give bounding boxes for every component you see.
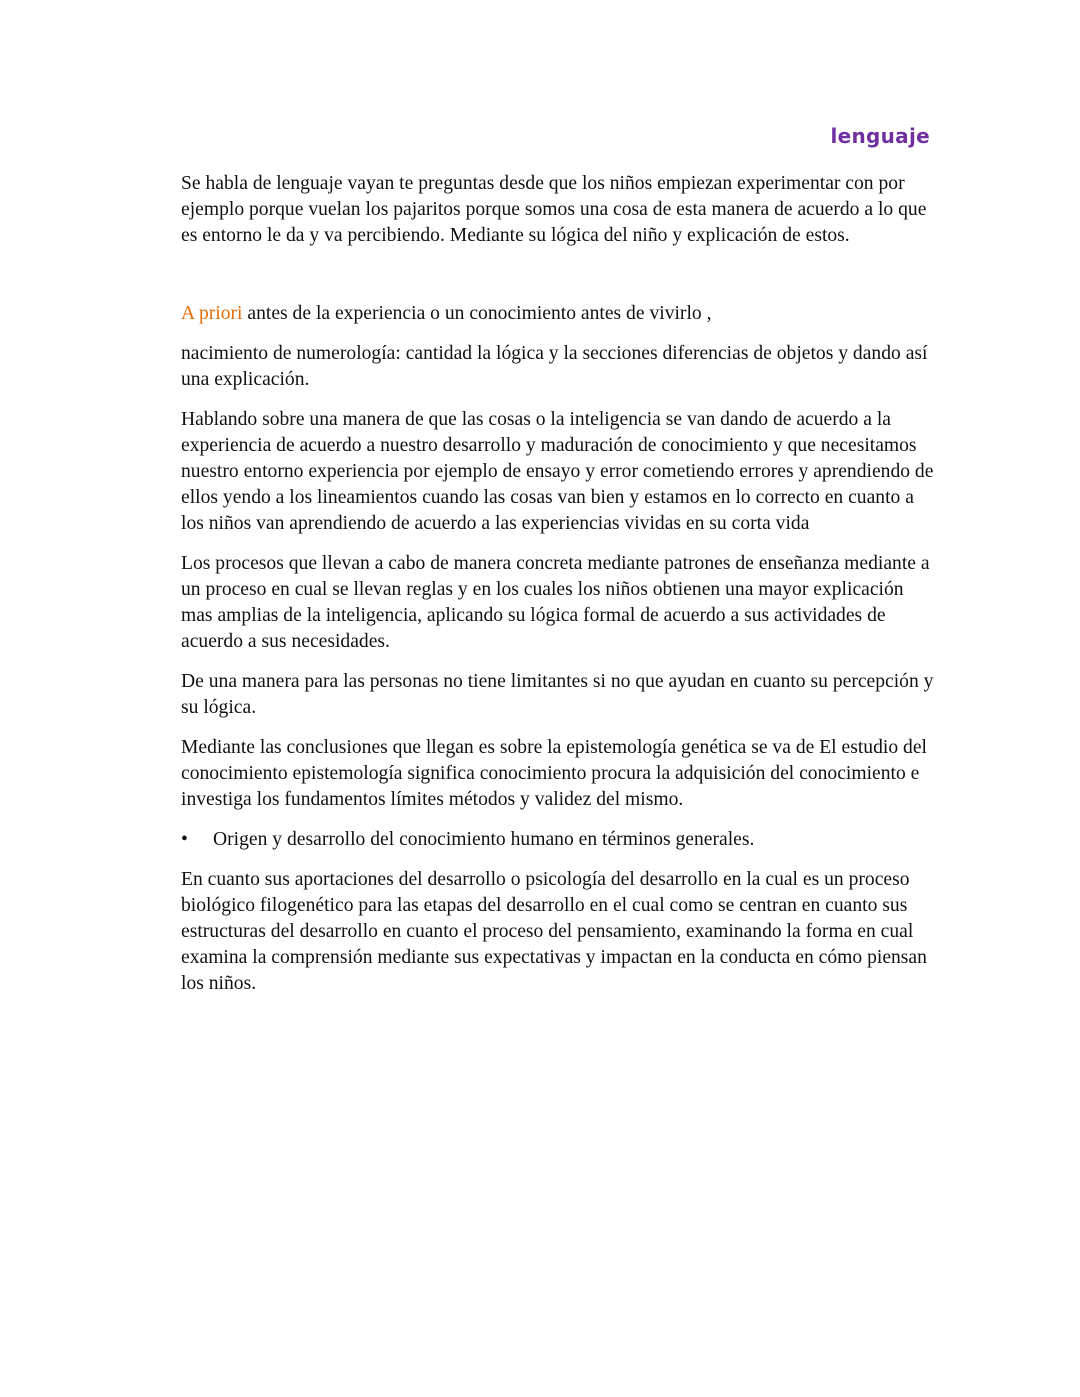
bullet-item (181, 827, 936, 853)
document-body (181, 171, 936, 1011)
a-priori-term: A priori (181, 303, 243, 324)
numerology-paragraph: nacimiento de numerología: cantidad la lógica y la secciones diferencias de objetos y dando así una explicación. (181, 343, 928, 390)
bullet-icon: • (181, 829, 188, 850)
bullet-text: Origen y desarrollo del conocimiento humano en términos generales. (213, 829, 755, 850)
a-priori-paragraph (181, 301, 936, 327)
processes-paragraph: Los procesos que llevan a cabo de manera concreta mediante patrones de enseñanza mediante a un proceso en cual se llevan reglas y en los cuales los niños obtienen una mayor explicación mas amplias de la inteligencia, aplicando su lógica formal de acuerdo a sus actividades de acuerdo a sus necesidades. (181, 553, 930, 652)
a-priori-definition: antes de la experiencia o un conocimiento antes de vivirlo , (242, 303, 712, 324)
closing-paragraph: En cuanto sus aportaciones del desarrollo o psicología del desarrollo en la cual es un proceso biológico filogenético para las etapas del desarrollo en el cual como se centran en cuanto sus estructuras del desarrollo en cuanto el proceso del pensamiento, examinando la forma en cual examina la comprensión mediante sus expectativas y impactan en la conducta en cómo piensan los niños. (181, 869, 927, 994)
experience-paragraph: Hablando sobre una manera de que las cosas o la inteligencia se van dando de acuerdo a la experiencia de acuerdo a nuestro desarrollo y maduración de conocimiento y que necesitamos nuestro entorno experiencia por ejemplo de ensayo y error cometiendo errores y aprendiendo de ellos yendo a los lineamientos cuando las cosas van bien y estamos en lo correcto en cuanto a los niños van aprendiendo de acuerdo a las experiencias vividas en su corta vida (181, 409, 934, 534)
section-heading: lenguaje (830, 124, 930, 148)
perception-paragraph: De una manera para las personas no tiene limitantes si no que ayudan en cuanto su percepción y su lógica. (181, 671, 934, 718)
epistemology-paragraph: Mediante las conclusiones que llegan es sobre la epistemología genética se va de El estudio del conocimiento epistemología significa conocimiento procura la adquisición del conocimiento e investiga los fundamentos límites métodos y validez del mismo. (181, 737, 927, 810)
intro-paragraph: Se habla de lenguaje vayan te preguntas desde que los niños empiezan experimentar con por ejemplo porque vuelan los pajaritos porque somos una cosa de esta manera de acuerdo a lo que es entorno le da y va percibiendo. Mediante su lógica del niño y explicación de estos. (181, 173, 927, 246)
